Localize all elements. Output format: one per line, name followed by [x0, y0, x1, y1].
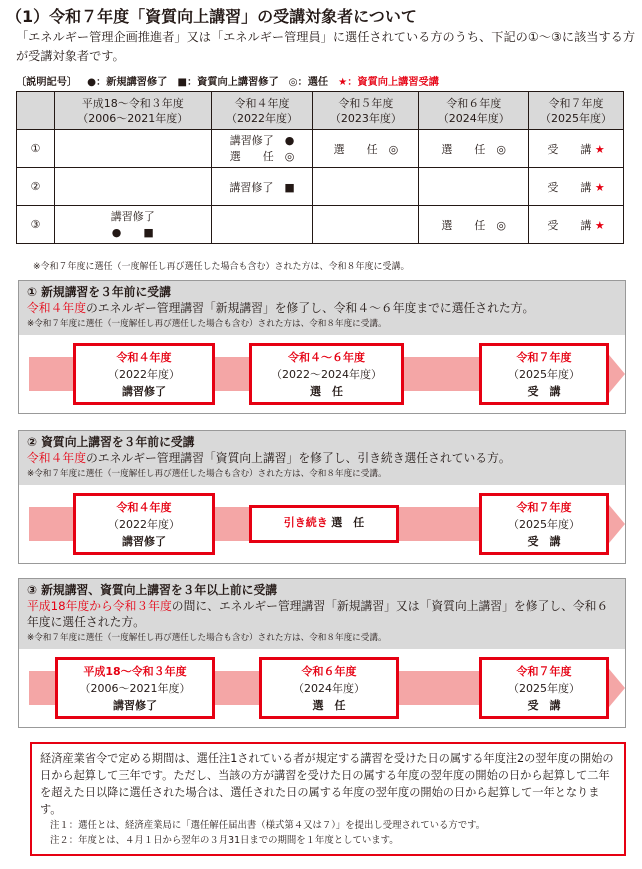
- footer-main-text: 経済産業省令で定める期間は、選任注1されている者が規定する講習を受けた日の属する年度注2の翌年度の開始の日から起算して三年です。ただし、当該の方が講習を受けた日の属する年度の翌年度の開始の日から起算して二年を超えた日以降に選任された場合は、選任された日の属する年度の翌年度の開始の日から起算して一年となります。: [40, 752, 614, 816]
- stage-attendance: [479, 657, 609, 719]
- stage-completion: [73, 343, 215, 405]
- table-note: ※令和７年度に選任（一度解任し再び選任した場合も含む）された方は、令和８年度に受講。: [33, 262, 410, 272]
- legend-item-new-course: ●：新規講習修了: [87, 77, 168, 88]
- page-title: （1）令和７年度「資質向上講習」の受講対象者について: [6, 7, 417, 26]
- row-number: ②: [17, 168, 55, 206]
- stage-appointment: [259, 657, 399, 719]
- case-heading: ③ 新規講習、資質向上講習を３年以上前に受講: [27, 583, 278, 597]
- stage-completion: [73, 493, 215, 555]
- stage-year: 令和４年度: [116, 501, 172, 514]
- stage-year: 令和７年度: [516, 501, 572, 514]
- case-note: ※令和７年度に選任（一度解任し再び選任した場合も含む）された方は、令和８年度に受講。: [27, 469, 387, 479]
- stage-year-western: （2025年度）: [508, 518, 580, 531]
- table-cell: [529, 130, 624, 168]
- table-cell: [529, 168, 624, 206]
- stage-year-western: （2006～2021年度）: [79, 682, 191, 695]
- stage-label: 受 講: [527, 699, 561, 712]
- star-icon: ★: [594, 142, 605, 156]
- case-period: 平成18年度から令和３年度: [27, 599, 172, 613]
- stage-label: 選 任: [331, 516, 365, 529]
- cell-text: 受 講: [547, 180, 592, 194]
- table-cell: [211, 206, 313, 244]
- header-cell-r4: 令和４年度 （2022年度）: [211, 92, 313, 130]
- flow-diagram: [19, 335, 625, 413]
- table-cell: 選 任 ◎: [419, 130, 529, 168]
- table-cell: [313, 206, 419, 244]
- stage-year-western: （2024年度）: [293, 682, 365, 695]
- case-box-2: [18, 430, 626, 564]
- header-cell-r7: 令和７年度 （2025年度）: [529, 92, 624, 130]
- header-cell-h18-r3: 平成18～令和３年度 （2006～2021年度）: [54, 92, 211, 130]
- table-cell: 講習修了 ■: [211, 168, 313, 206]
- legend: [16, 73, 439, 88]
- stage-appointment: [249, 505, 399, 543]
- case-header: [19, 431, 625, 485]
- cell-text: 講習修了 ● ■: [110, 209, 155, 239]
- stage-continued: 引き続き: [283, 516, 328, 529]
- stage-year-western: （2022年度）: [108, 518, 180, 531]
- intro-text: 「エネルギー管理企画推進者」又は「エネルギー管理員」に選任されている方のうち、下記の①～③に該当する方が受講対象者です。: [16, 30, 636, 63]
- case-box-3: [18, 578, 626, 728]
- stage-year: 令和７年度: [516, 351, 572, 364]
- star-icon: ★: [594, 218, 605, 232]
- table-row: [17, 130, 624, 168]
- case-description: [27, 450, 617, 466]
- legend-item-quality-course: ■：資質向上講習修了: [177, 77, 279, 88]
- table-cell: [211, 130, 313, 168]
- case-box-1: [18, 280, 626, 414]
- table-cell: [54, 168, 211, 206]
- stage-appointment: [249, 343, 404, 405]
- stage-year-western: （2022年度）: [108, 368, 180, 381]
- header-cell-r6: 令和６年度 （2024年度）: [419, 92, 529, 130]
- row-number: ③: [17, 206, 55, 244]
- table-header-row: [17, 92, 624, 130]
- footer-note-2: 注２：年度とは、４月１日から翌年の３月31日までの期間を１年度としています。: [50, 835, 399, 846]
- stage-label: 受 講: [527, 535, 561, 548]
- case-description-text: のエネルギー管理講習「新規講習」を修了し、令和４～６年度までに選任された方。: [86, 301, 535, 315]
- legend-item-attend: ★：資質向上講習受講: [338, 77, 439, 88]
- stage-year: 平成18～令和３年度: [83, 665, 187, 678]
- case-period: 令和４年度: [27, 301, 86, 315]
- cell-text: 受 講: [547, 142, 592, 156]
- cell-text: 講習修了 ● 選 任 ◎: [229, 133, 295, 163]
- stage-year-western: （2022～2024年度）: [271, 368, 382, 381]
- star-icon: ★: [594, 180, 605, 194]
- table-cell: [54, 206, 211, 244]
- table-cell: 選 任 ◎: [419, 206, 529, 244]
- case-heading: ① 新規講習を３年前に受講: [27, 285, 171, 299]
- stage-year: 令和６年度: [301, 665, 357, 678]
- stage-label: 講習修了: [122, 535, 166, 548]
- case-period: 令和４年度: [27, 451, 86, 465]
- table-cell: [529, 206, 624, 244]
- table-row: [17, 168, 624, 206]
- table-cell: [313, 168, 419, 206]
- stage-year-western: （2025年度）: [508, 682, 580, 695]
- footer-note-1: 注１：選任とは、経済産業局に「選任解任届出書（様式第４又は７）」を提出し受理されている方です。: [50, 820, 486, 831]
- case-description-text: の間に、エネルギー管理講習「新規講習」又は「資質向上講習」を修了し、令和６年度に選任された方。: [27, 599, 609, 629]
- stage-attendance: [479, 343, 609, 405]
- eligibility-table: [16, 91, 624, 244]
- stage-label: 講習修了: [122, 385, 166, 398]
- case-note: ※令和７年度に選任（一度解任し再び選任した場合も含む）された方は、令和８年度に受講。: [27, 633, 387, 643]
- case-note: ※令和７年度に選任（一度解任し再び選任した場合も含む）された方は、令和８年度に受講。: [27, 319, 387, 329]
- footer-notice: [30, 742, 626, 856]
- flow-diagram: [19, 485, 625, 563]
- stage-year: 令和７年度: [516, 665, 572, 678]
- header-cell-blank: [17, 92, 55, 130]
- legend-label: 〔説明記号〕: [16, 77, 78, 88]
- case-description-text: のエネルギー管理講習「資質向上講習」を修了し、引き続き選任されている方。: [86, 451, 511, 465]
- row-number: ①: [17, 130, 55, 168]
- stage-label: 選 任: [312, 699, 346, 712]
- case-heading: ② 資質向上講習を３年前に受講: [27, 435, 195, 449]
- legend-item-appointed: ◎：選任: [288, 77, 329, 88]
- stage-attendance: [479, 493, 609, 555]
- case-description: [27, 300, 617, 316]
- stage-label: 選 任: [310, 385, 343, 398]
- table-row: [17, 206, 624, 244]
- stage-year: 令和４～６年度: [288, 351, 365, 364]
- stage-label: 講習修了: [113, 699, 157, 712]
- stage-label: 受 講: [527, 385, 561, 398]
- cell-text: 受 講: [547, 218, 592, 232]
- stage-year-western: （2025年度）: [508, 368, 580, 381]
- table-cell: 選 任 ◎: [313, 130, 419, 168]
- table-cell: [54, 130, 211, 168]
- flow-diagram: [19, 649, 625, 727]
- case-description: [27, 598, 617, 630]
- header-cell-r5: 令和５年度 （2023年度）: [313, 92, 419, 130]
- case-header: [19, 281, 625, 335]
- table-cell: [419, 168, 529, 206]
- case-header: [19, 579, 625, 649]
- stage-completion: [55, 657, 215, 719]
- stage-year: 令和４年度: [116, 351, 172, 364]
